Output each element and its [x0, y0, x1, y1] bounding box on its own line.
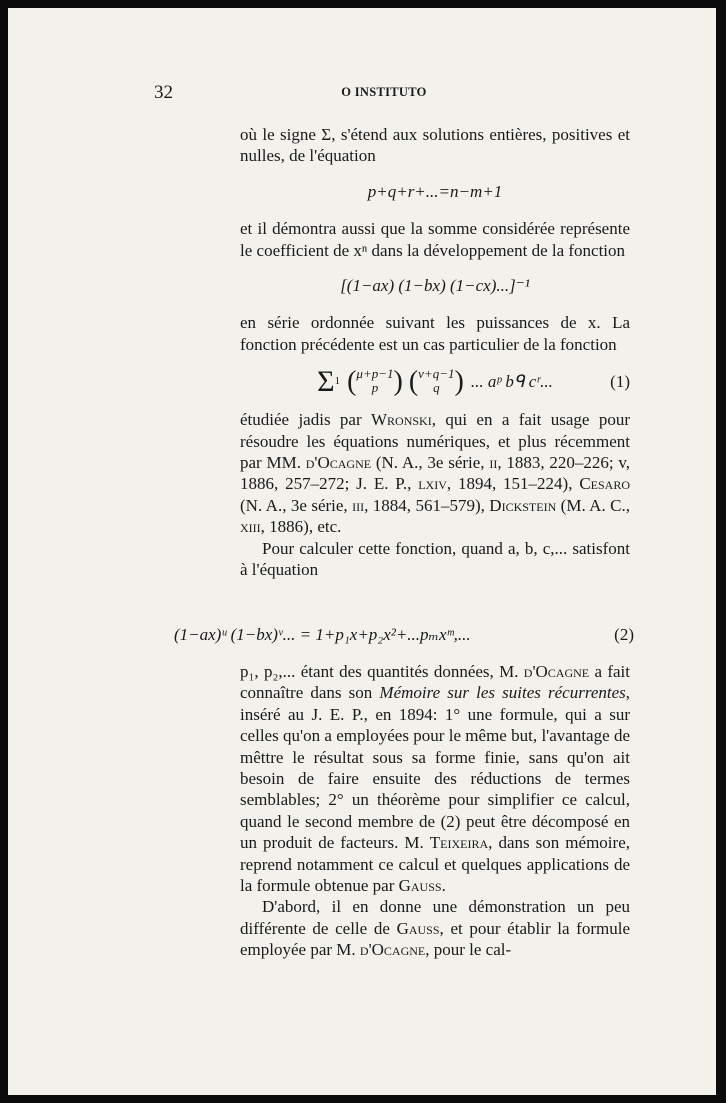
sigma-subscript: 1 — [334, 374, 341, 387]
author-dickstein: Dickstein — [489, 495, 557, 515]
volume-xiii: xiii — [240, 517, 261, 537]
p4-text-h: (M. A. C., — [556, 495, 630, 515]
text-block-1 — [240, 124, 630, 581]
text-block-2 — [240, 661, 630, 961]
volume-iii: iii — [352, 495, 365, 515]
p4-text-i: , 1886), etc. — [260, 517, 342, 537]
memoire-title: Mémoire sur les suites récurrentes — [379, 683, 626, 703]
author-gauss: Gauss — [398, 876, 442, 896]
equation-4 — [174, 625, 634, 645]
volume-lxiv: lxiv — [418, 474, 447, 494]
paragraph-6 — [240, 661, 630, 896]
sigma-symbol: Σ — [317, 364, 335, 398]
p6-text-a: p₁, p₂,... étant des quantités données, M. — [240, 662, 524, 681]
p4-text-e: , 1894, 151–224), — [446, 474, 580, 494]
p6-text-e: . — [441, 876, 446, 896]
volume-ii: ii — [489, 453, 498, 473]
p6-text-d: , dans son mémoire, reprend notamment ce calcul et quelques applications de la formule obtenue par — [240, 833, 630, 896]
binomial-1-top: μ+p−1 — [356, 366, 394, 382]
paragraph-3: en série ordonnée suivant les puissances de x. La fonction précédente est un cas particulier de la fonction — [240, 313, 630, 354]
author-cesaro: Cesaro — [579, 474, 630, 494]
p4-text-c: (N. A., 3e série, — [371, 453, 490, 473]
binomial-1: ( μ+p−1 p ) — [347, 365, 403, 397]
paragraph-2: et il démontra aussi que la somme considérée représente le coefficient de xⁿ dans la développement de la fonction — [240, 219, 630, 260]
page-header — [154, 82, 634, 106]
p4-text-b: , qui en a fait usage pour résoudre les équations numériques, et plus récemment par MM. — [240, 410, 630, 473]
equation-3 — [240, 364, 630, 398]
author-docagne-3: d'Ocagne — [359, 940, 426, 960]
equation-4-text: (1−ax)ᵘ (1−bx)ᵛ... = 1+p₁x+p₂x²+...pₘxᵐ,... — [174, 625, 471, 644]
binomial-2-bottom: q — [433, 380, 440, 396]
author-docagne-2: d'Ocagne — [523, 662, 590, 681]
running-head: O INSTITUTO — [341, 85, 427, 99]
p4-text-f: (N. A., 3e série, — [240, 495, 353, 515]
p6-text-c: , inséré au J. E. P., en 1894: 1° une formule, qui a sur celles qu'on a employées pour le même but, l'avantage de mêttre le résultat sous sa forme finie, sans qu'on ait besoin de faire ensuite des réductions de termes semblables; 2° un théorème pour simplifier ce calcul, quand le second membre de (2) peut être décomposé en un produit de facteurs. M. — [240, 683, 631, 853]
paragraph-1: où le signe Σ, s'étend aux solutions entières, positives et nulles, de l'équation — [240, 125, 630, 166]
page-number: 32 — [154, 82, 173, 103]
p7-text-c: , pour le cal- — [425, 940, 512, 960]
author-teixeira: Teixeira — [429, 833, 489, 853]
p7-text-b: , et pour établir la formule employée par M. — [240, 918, 630, 960]
p4-text-a: étudiée jadis par — [240, 410, 371, 430]
paragraph-4 — [240, 409, 630, 537]
equation-3-tail: ... aᵖ bᑫ cʳ... — [470, 371, 553, 391]
equation-1: p+q+r+...=n−m+1 — [367, 181, 503, 201]
author-gauss-2: Gauss — [396, 918, 440, 938]
author-wronski: Wronski — [371, 410, 432, 430]
equation-4-number: (2) — [614, 625, 634, 644]
p4-text-d: , 1883, 220–226; v, 1886, 257–272; J. E. P., — [240, 453, 630, 494]
binomial-2: ( ν+q−1 q ) — [408, 365, 464, 397]
binomial-2-top: ν+q−1 — [418, 366, 455, 382]
binomial-1-bottom: p — [371, 380, 379, 396]
paragraph-5: Pour calculer cette fonction, quand a, b, c,... satisfont à l'équation — [240, 538, 630, 580]
author-docagne: d'Ocagne — [305, 453, 372, 473]
p4-text-g: , 1884, 561–579), — [364, 495, 490, 515]
equation-2: [(1−ax) (1−bx) (1−cx)...]⁻¹ — [340, 276, 530, 296]
p6-text-b: a fait connaître dans son — [240, 662, 630, 703]
p7-text-a: D'abord, il en donne une démonstration un peu différente de celle de — [240, 897, 630, 938]
paragraph-7 — [240, 896, 630, 960]
equation-3-number: (1) — [610, 371, 630, 391]
scanned-page — [8, 8, 716, 1095]
